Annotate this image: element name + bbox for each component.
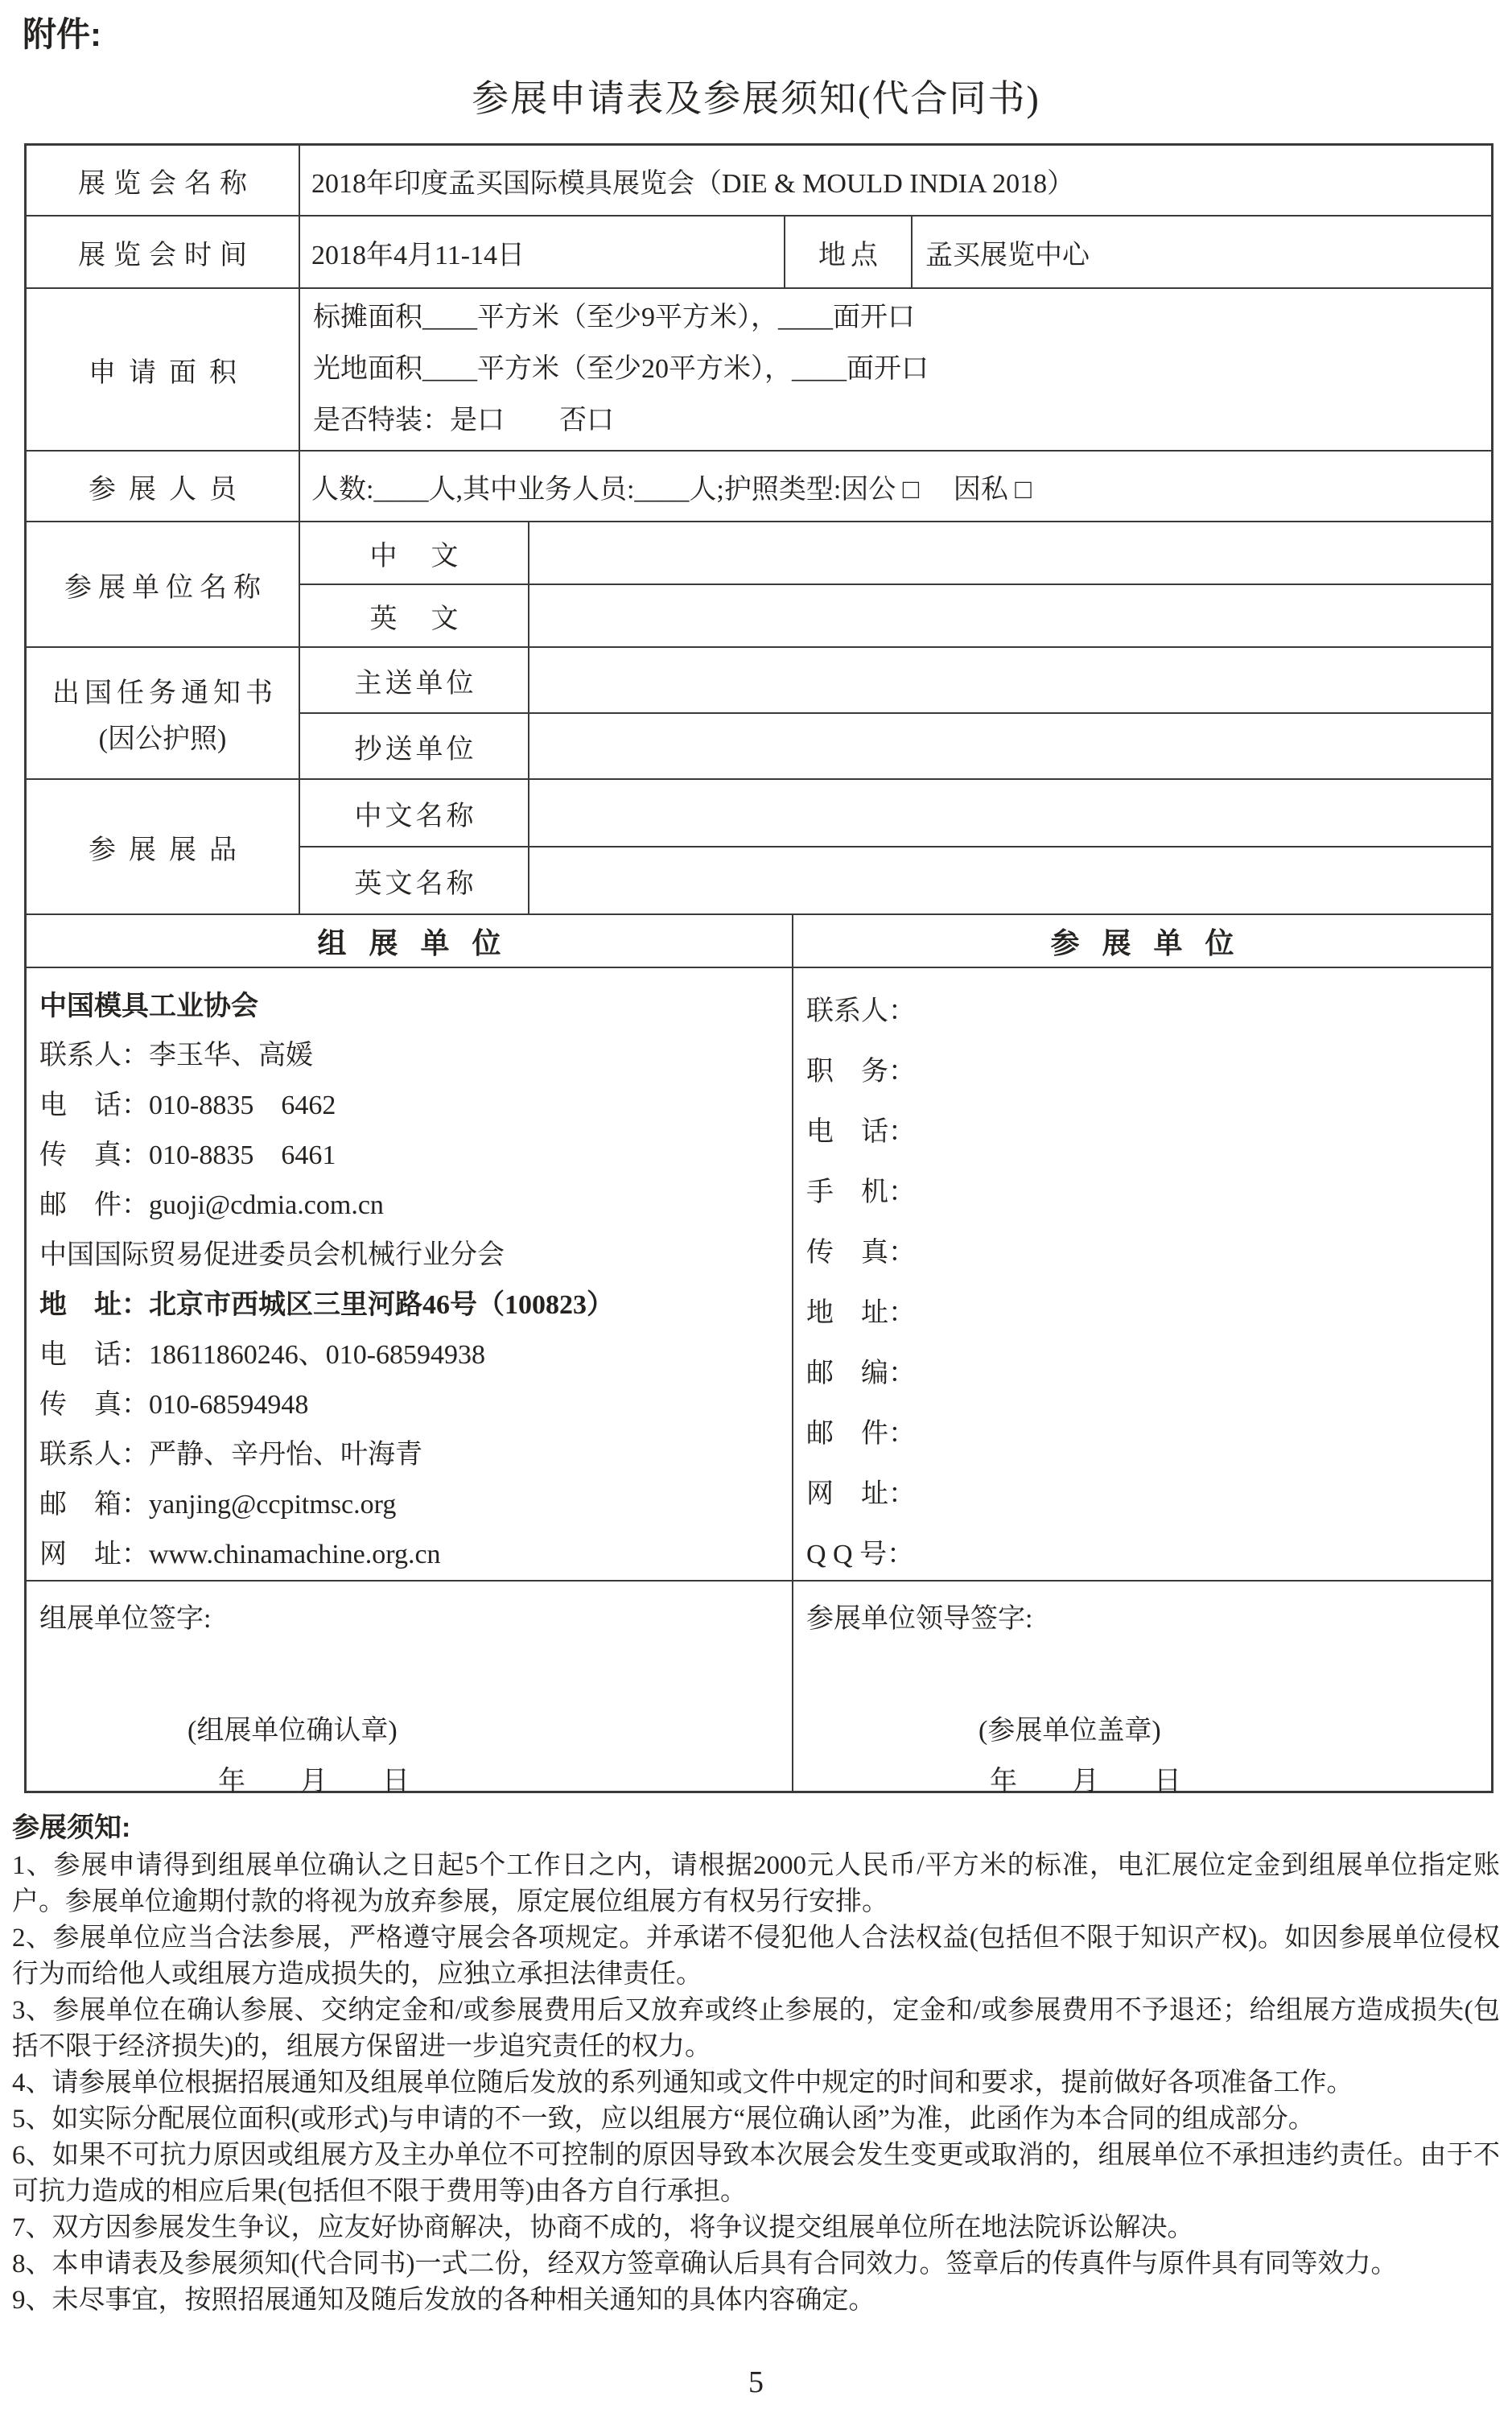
exhibitor-contact-person-field: 联系人：	[806, 996, 916, 1026]
organizer-org1-email: 邮 件：guoji@cdmia.com.cn	[39, 1190, 384, 1220]
exhibits-label: 参展展品	[27, 780, 300, 913]
exhibitor-qq-field: Q Q 号：	[806, 1540, 915, 1569]
exhibitor-signature-label: 参展单位领导签字:	[806, 1604, 1033, 1634]
applied-area-label: 申请面积	[27, 289, 300, 450]
organizer-org1-name: 中国模具工业协会	[39, 991, 258, 1021]
location-value: 孟买展览中心	[925, 240, 1090, 270]
row-exhibitor-name	[27, 522, 1491, 648]
note-item-6: 6、如果不可抗力原因或组展方及主办单位不可控制的原因导致本次展会发生变更或取消的，组展单位不承担违约责任。由于不可抗力造成的相应后果(包括但不限于费用等)由各方自行承担。	[12, 2141, 1500, 2206]
task-notice-subrows	[300, 648, 1491, 778]
exhibits-en-value	[529, 847, 1491, 913]
exhibition-notes	[12, 1808, 1500, 2319]
note-item-9: 9、未尽事宜，按照招展通知及随后发放的各种相关通知的具体内容确定。	[12, 2286, 875, 2315]
note-item-4: 4、请参展单位根据招展通知及组展单位随后发放的系列通知或文件中规定的时间和要求，提前做好各项准备工作。	[12, 2068, 1353, 2097]
task-notice-label-line2: (因公护照)	[98, 724, 227, 754]
task-notice-cc-row	[300, 714, 1491, 778]
exhibitor-header: 参展单位	[1050, 926, 1257, 959]
exhibitor-name-cn-label: 中 文	[300, 522, 529, 584]
exhibitor-name-cn-row	[300, 522, 1491, 585]
exhibits-cn-label: 中文名称	[300, 780, 529, 846]
exhibitor-fax-field: 传 真：	[806, 1238, 916, 1268]
note-item-1: 1、参展申请得到组展单位确认之日起5个工作日之内，请根据2000元人民币/平方米的标准，电汇展位定金到组展单位指定账户。参展单位逾期付款的将视为放弃参展，原定展位组展方有权另行安排。	[12, 1851, 1500, 1916]
organizer-org2-fax: 传 真：010-68594948	[39, 1390, 309, 1420]
application-form-table	[24, 143, 1493, 1796]
exhibitor-name-label: 参展单位名称	[27, 522, 300, 646]
exhibitor-seal-label: (参展单位盖章)	[978, 1716, 1161, 1746]
task-notice-main-row	[300, 648, 1491, 714]
row-exhibition-name	[27, 146, 1491, 217]
page-title: 参展申请表及参展须知(代合同书)	[472, 78, 1040, 119]
task-notice-cc-value	[529, 714, 1491, 778]
exhibitor-phone-field: 电 话：	[806, 1117, 916, 1147]
task-notice-main-value	[529, 648, 1491, 712]
row-applied-area	[27, 289, 1491, 452]
task-notice-label-line1: 出国任务通知书	[52, 678, 278, 708]
exhibitor-address-field: 地 址：	[806, 1298, 916, 1328]
exhibits-en-label: 英文名称	[300, 847, 529, 913]
attachment-label: 附件:	[23, 15, 101, 53]
organizer-org2-name: 中国国际贸易促进委员会机械行业分会	[39, 1240, 505, 1270]
row-signatures	[27, 1582, 1491, 1796]
note-item-8: 8、本申请表及参展须知(代合同书)一式二份，经双方签章确认后具有合同效力。签章后的传真件与原件具有同等效力。	[12, 2250, 1398, 2278]
notes-title: 参展须知:	[12, 1812, 131, 1843]
exhibitor-name-en-row	[300, 585, 1491, 646]
exhibitor-name-subrows	[300, 522, 1491, 646]
note-item-3: 3、参展单位在确认参展、交纳定金和/或参展费用后又放弃或终止参展的，定金和/或参展费用不予退还；给组展方造成损失(包括不限于经济损失)的，组展方保留进一步追究责任的权力。	[12, 1996, 1500, 2061]
exhibition-name-label: 展览会名称	[27, 146, 300, 215]
participants-label: 参展人员	[27, 452, 300, 521]
organizer-org1-contact: 联系人：李玉华、高媛	[39, 1041, 313, 1070]
exhibits-subrows	[300, 780, 1491, 913]
page-number: 5	[748, 2365, 764, 2399]
note-item-5: 5、如实际分配展位面积(或形式)与申请的不一致，应以组展方“展位确认函”为准，此函作为本合同的组成部分。	[12, 2105, 1315, 2134]
participants-value: 人数:____人,其中业务人员:____人;护照类型:因公 □ 因私 □	[311, 474, 1032, 505]
organizer-org2-contact: 联系人：严静、辛丹怡、叶海青	[39, 1440, 422, 1470]
organizer-org1-fax: 传 真：010-8835 6461	[39, 1140, 336, 1170]
exhibition-time-label: 展览会时间	[27, 217, 300, 287]
organizer-org1-phone: 电 话：010-8835 6462	[39, 1091, 336, 1120]
row-contacts	[27, 968, 1491, 1582]
exhibits-cn-row	[300, 780, 1491, 847]
area-raw-space-line: 光地面积____平方米（至少20平方米），____面开口	[313, 354, 929, 384]
note-item-7: 7、双方因参展发生争议，应友好协商解决，协商不成的，将争议提交组展单位所在地法院诉讼解决。	[12, 2213, 1194, 2242]
exhibitor-website-field: 网 址：	[806, 1479, 916, 1509]
organizer-date-label: 年 月 日	[218, 1767, 410, 1796]
exhibitor-name-cn-value	[529, 522, 1491, 584]
exhibitor-signature-cell	[793, 1582, 1491, 1796]
exhibitor-position-field: 职 务：	[806, 1057, 916, 1087]
row-participants	[27, 452, 1491, 522]
row-exhibition-time	[27, 217, 1491, 289]
row-section-headers	[27, 915, 1491, 968]
task-notice-main-label: 主送单位	[300, 648, 529, 712]
note-item-2: 2、参展单位应当合法参展，严格遵守展会各项规定。并承诺不侵犯他人合法权益(包括但不限于知识产权)。如因参展单位侵权行为而给他人或组展方造成损失的，应独立承担法律责任。	[12, 1924, 1500, 1989]
exhibits-en-row	[300, 847, 1491, 913]
row-task-notice	[27, 648, 1491, 780]
exhibitor-email-field: 邮 件：	[806, 1419, 916, 1449]
area-special-decoration-line: 是否特装：是口 否口	[313, 406, 614, 435]
row-exhibits	[27, 780, 1491, 915]
organizer-org2-phone: 电 话：18611860246、010-68594938	[39, 1340, 486, 1370]
organizer-org2-website: 网 址：www.chinamachine.org.cn	[39, 1540, 441, 1569]
exhibitor-date-label: 年 月 日	[990, 1767, 1181, 1796]
exhibits-cn-value	[529, 780, 1491, 846]
exhibition-name-value: 2018年印度孟买国际模具展览会（DIE & MOULD INDIA 2018）	[311, 168, 1075, 199]
organizer-signature-label: 组展单位签字:	[39, 1604, 212, 1634]
exhibitor-name-en-value	[529, 585, 1491, 646]
organizer-seal-label: (组展单位确认章)	[187, 1716, 398, 1746]
organizer-signature-cell	[27, 1582, 793, 1796]
applied-area-value	[300, 289, 1491, 450]
organizer-contact-cell	[27, 968, 793, 1580]
location-label: 地点	[785, 217, 913, 287]
task-notice-cc-label: 抄送单位	[300, 714, 529, 778]
area-standard-booth-line: 标摊面积____平方米（至少9平方米），____面开口	[313, 303, 915, 332]
organizer-org2-email: 邮 箱：yanjing@ccpitmsc.org	[39, 1490, 397, 1520]
organizer-org2-address: 地 址：北京市西城区三里河路46号（100823）	[39, 1290, 614, 1320]
exhibitor-name-en-label: 英 文	[300, 585, 529, 646]
exhibitor-contact-cell	[793, 968, 1491, 1580]
exhibitor-mobile-field: 手 机：	[806, 1177, 916, 1207]
exhibitor-zipcode-field: 邮 编：	[806, 1359, 916, 1388]
task-notice-label	[27, 648, 300, 778]
organizer-header: 组展单位	[27, 915, 793, 967]
exhibition-time-value: 2018年4月11-14日	[300, 217, 785, 287]
